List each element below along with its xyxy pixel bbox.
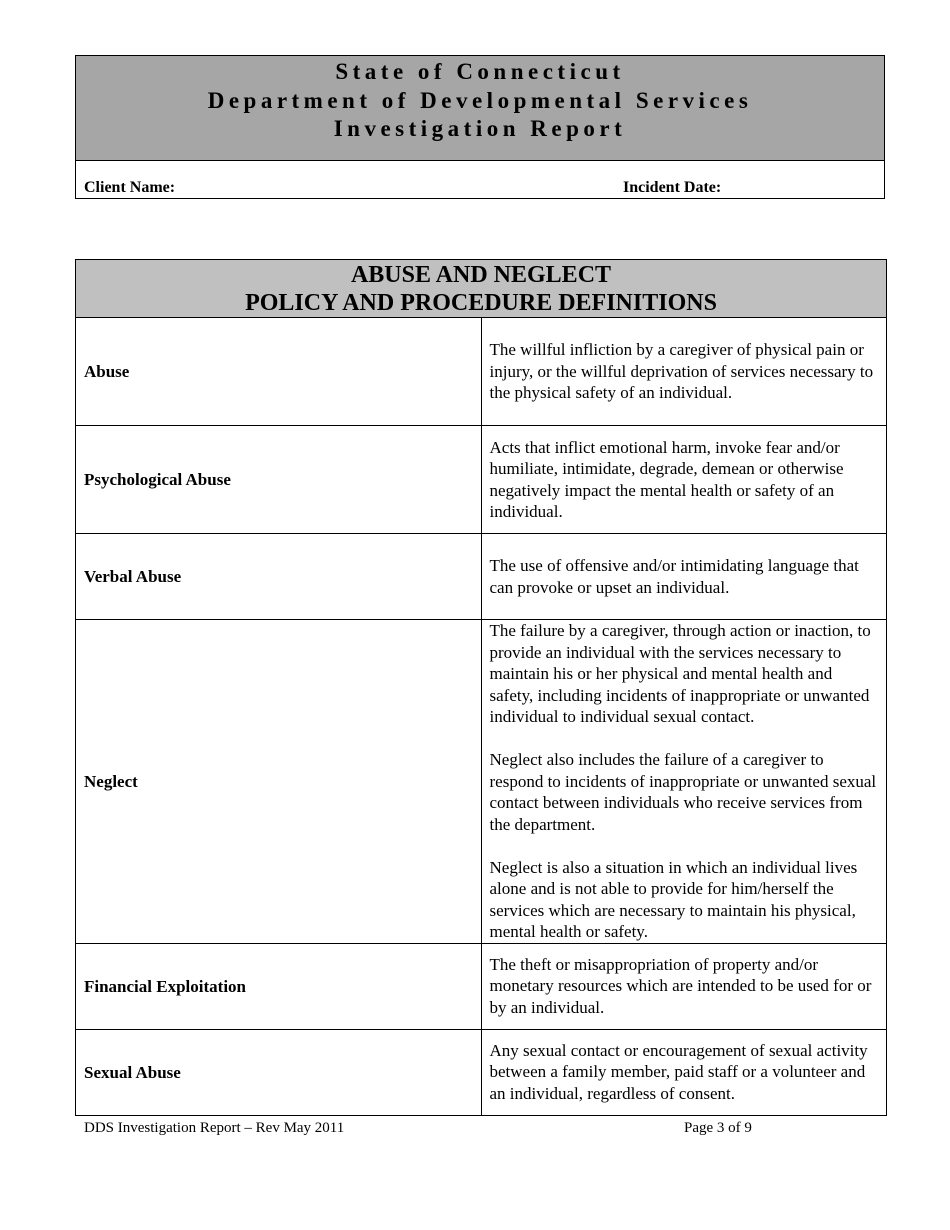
footer-page-number: Page 3 of 9 [684,1120,752,1136]
table-title-line1: ABUSE AND NEGLECT [350,261,612,288]
report-title: Investigation Report [333,116,627,141]
table-row [76,620,887,944]
table-row [76,534,887,620]
definitions-table [75,259,887,1116]
definition-psychological-abuse [481,426,887,534]
table-row [76,426,887,534]
definition-paragraph: The failure by a caregiver, through action or inaction, to provide an individual with the services necessary to maintain his or her physical and mental health and safety, including incidents of inappropriate or unwanted individual to individual sexual contact. [489,621,871,726]
footer-revision: DDS Investigation Report – Rev May 2011 [84,1120,345,1136]
table-title-line2: POLICY AND PROCEDURE DEFINITIONS [245,289,717,316]
definition-verbal-abuse [481,534,887,620]
definition-financial-exploitation [481,943,887,1029]
term-abuse: Abuse [76,318,482,426]
department-title: Department of Developmental Services [207,87,753,113]
table-row [76,1029,887,1115]
definition-sexual-abuse [481,1029,887,1115]
table-row [76,943,887,1029]
table-title-row [76,260,887,318]
term-verbal-abuse: Verbal Abuse [76,534,482,620]
term-neglect: Neglect [76,620,482,944]
definition-paragraph: Neglect also includes the failure of a caregiver to respond to incidents of inappropriate or unwanted sexual contact between individuals who receive services from the department. [489,750,877,834]
definition-paragraph: The use of offensive and/or intimidating language that can provoke or upset an individual. [489,556,859,597]
definition-abuse [481,318,887,426]
state-title: State of Connecticut [335,59,625,84]
definition-paragraph: Any sexual contact or encouragement of sexual activity between a family member, paid staff or a volunteer and an individual, regardless of consent. [489,1040,868,1103]
term-sexual-abuse: Sexual Abuse [76,1029,482,1115]
definition-paragraph: The willful infliction by a caregiver of physical pain or injury, or the willful deprivation of services necessary to the physical safety of an individual. [489,340,874,403]
term-psychological-abuse: Psychological Abuse [76,426,482,534]
definition-paragraph: Acts that inflict emotional harm, invoke fear and/or humiliate, intimidate, degrade, demean or otherwise negatively impact the mental health or safety of an individual. [489,437,844,521]
term-financial-exploitation: Financial Exploitation [76,943,482,1029]
table-row [76,318,887,426]
incident-date-label: Incident Date: [623,179,722,196]
client-name-label: Client Name: [84,179,176,196]
table-title [76,260,887,318]
definition-neglect [481,620,887,944]
report-header [75,55,885,199]
header-fields [76,161,884,199]
definition-paragraph: The theft or misappropriation of property and/or monetary resources which are intended to be used for or by an individual. [489,954,872,1017]
definition-paragraph: Neglect is also a situation in which an individual lives alone and is not able to provide for him/herself the services which are necessary to maintain his physical, mental health or safety. [489,857,858,941]
header-title-block [76,56,884,161]
